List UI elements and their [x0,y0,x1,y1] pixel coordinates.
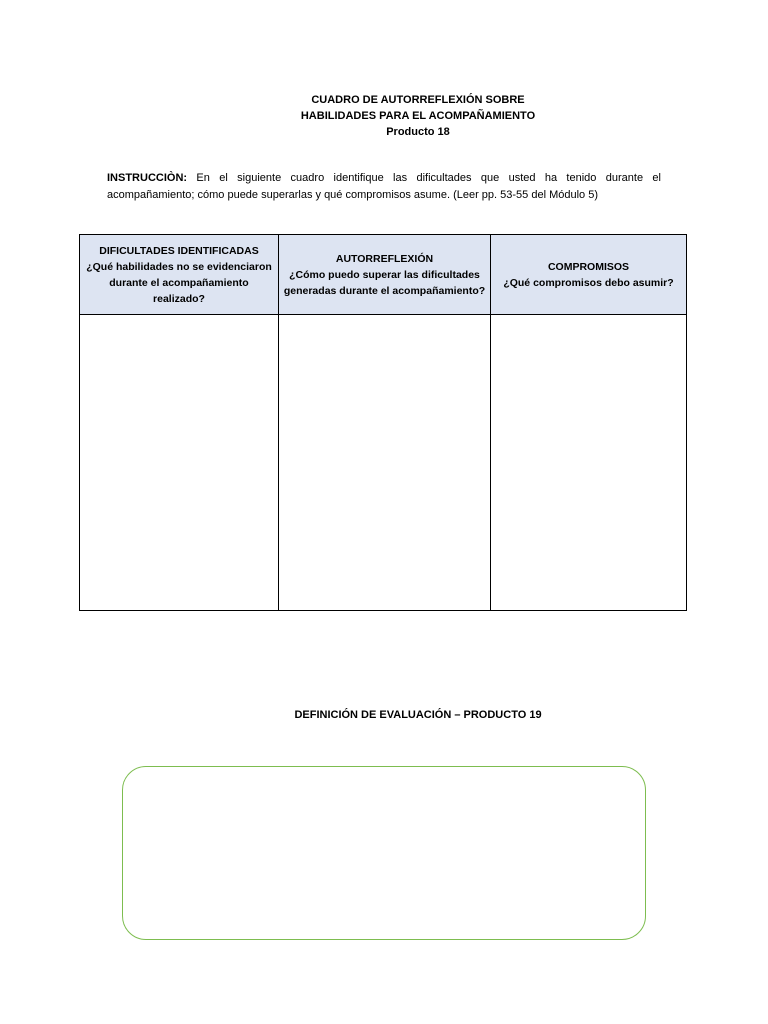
document-title [0,92,768,140]
reflection-table [79,234,687,611]
column-header-self-reflection [279,235,491,315]
column-question: ¿Qué habilidades no se evidenciaron durante el acompañamiento realizado? [86,260,272,305]
answer-cell-commitments[interactable] [491,315,687,611]
answer-cell-difficulties[interactable] [80,315,279,611]
answer-cell-self-reflection[interactable] [279,315,491,611]
instruction-lead: INSTRUCCIÒN: [107,172,188,184]
column-header-difficulties [80,235,279,315]
title-line-2: HABILIDADES PARA EL ACOMPAÑAMIENTO [300,110,536,122]
table-header-row [80,235,687,315]
column-question: ¿Cómo puedo superar las dificultades generadas durante el acompañamiento? [283,268,486,297]
title-line-3: Producto 18 [386,126,450,138]
instruction-paragraph [107,170,661,204]
column-title: AUTORREFLEXIÓN [335,252,434,265]
table-row [80,315,687,611]
column-question: ¿Qué compromisos debo asumir? [503,276,674,289]
instruction-text: En el siguiente cuadro identifique las dificultades que usted ha tenido durante el acompañamiento; cómo puede superarlas y qué compromisos asume. (Leer pp. 53-55 del Módulo 5) [107,172,661,201]
column-title: DIFICULTADES IDENTIFICADAS [99,244,259,257]
column-title: COMPROMISOS [547,260,630,273]
column-header-commitments [491,235,687,315]
title-line-1: CUADRO DE AUTORREFLEXIÓN SOBRE [311,94,525,106]
evaluation-answer-box[interactable] [122,766,646,940]
section-title-evaluation: DEFINICIÓN DE EVALUACIÓN – PRODUCTO 19 [294,709,542,721]
